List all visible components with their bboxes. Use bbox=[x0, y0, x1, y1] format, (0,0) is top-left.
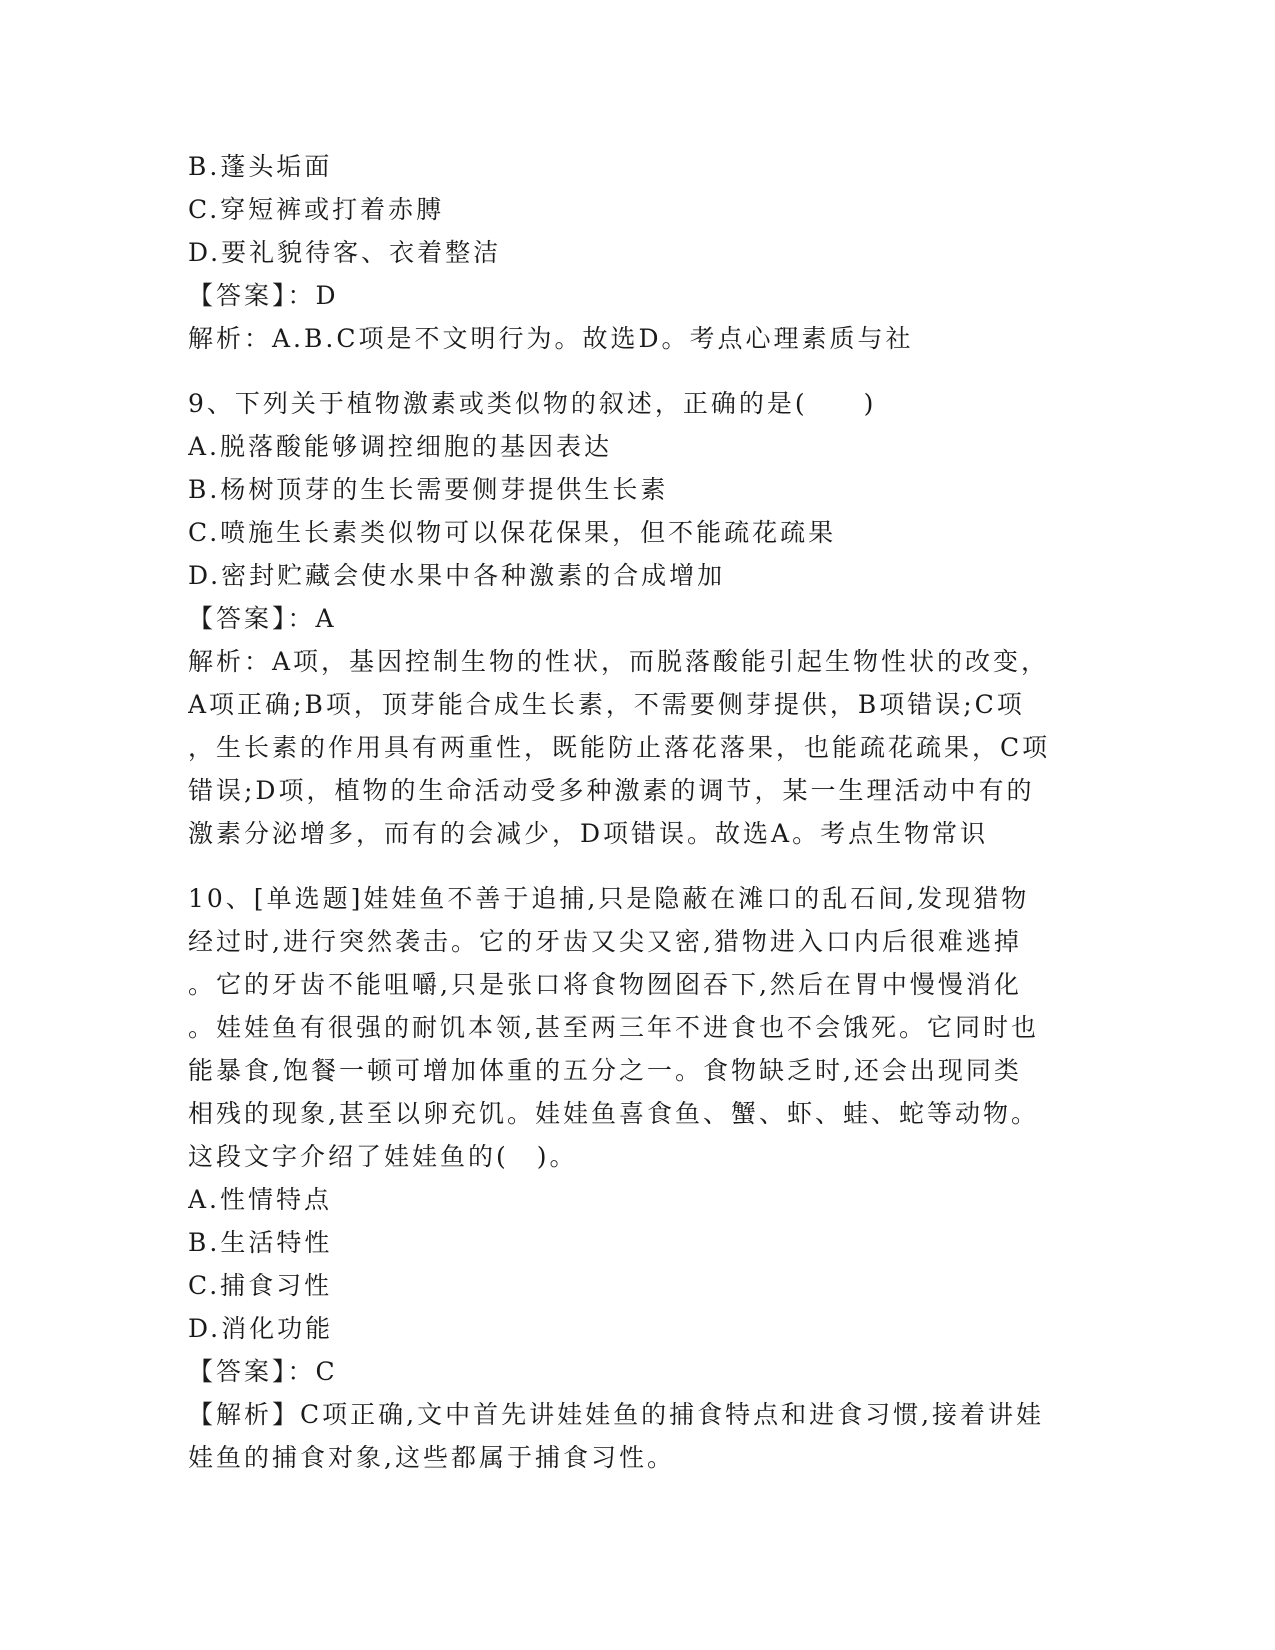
option-b: B.生活特性 bbox=[188, 1228, 333, 1257]
spacer bbox=[188, 855, 1088, 877]
analysis-line: A项正确;B项，顶芽能合成生长素，不需要侧芽提供，B项错误;C项 bbox=[188, 690, 1025, 719]
question-10 bbox=[188, 877, 1088, 1479]
option-c: C.捕食习性 bbox=[188, 1271, 333, 1300]
option-b: B.杨树顶芽的生长需要侧芽提供生长素 bbox=[188, 475, 669, 504]
question-stem: 经过时,进行突然袭击。它的牙齿又尖又密,猎物进入口内后很难逃掉 bbox=[188, 927, 1022, 956]
question-stem: 这段文字介绍了娃娃鱼的( )。 bbox=[188, 1142, 578, 1171]
analysis-line: ，生长素的作用具有两重性，既能防止落花落果，也能疏花疏果，C项 bbox=[188, 733, 1051, 762]
analysis-line: 【解析】C项正确,文中首先讲娃娃鱼的捕食特点和进食习惯,接着讲娃 bbox=[188, 1400, 1045, 1429]
analysis-line: 激素分泌增多，而有的会减少，D项错误。故选A。考点生物常识 bbox=[188, 819, 989, 848]
document-page bbox=[188, 145, 1088, 1479]
question-stem: 。它的牙齿不能咀嚼,只是张口将食物囫囵吞下,然后在胃中慢慢消化 bbox=[188, 970, 1022, 999]
option-d: D.密封贮藏会使水果中各种激素的合成增加 bbox=[188, 561, 726, 590]
analysis-line: 错误;D项，植物的生命活动受多种激素的调节，某一生理活动中有的 bbox=[188, 776, 1035, 805]
question-9 bbox=[188, 382, 1088, 855]
question-stem: 10、[单选题]娃娃鱼不善于追捕,只是隐蔽在滩口的乱石间,发现猎物 bbox=[188, 884, 1030, 913]
question-stem: 相残的现象,甚至以卵充饥。娃娃鱼喜食鱼、蟹、虾、蛙、蛇等动物。 bbox=[188, 1099, 1039, 1128]
analysis-line: 娃鱼的捕食对象,这些都属于捕食习性。 bbox=[188, 1443, 675, 1472]
question-8 bbox=[188, 145, 1088, 360]
option-b: B.蓬头垢面 bbox=[188, 152, 333, 181]
option-d: D.要礼貌待客、衣着整洁 bbox=[188, 238, 502, 267]
answer: 【答案】：C bbox=[188, 1357, 338, 1386]
question-stem: 9、下列关于植物激素或类似物的叙述，正确的是( ) bbox=[188, 389, 877, 418]
option-c: C.喷施生长素类似物可以保花保果，但不能疏花疏果 bbox=[188, 518, 837, 547]
analysis-line: 解析：A.B.C项是不文明行为。故选D。考点心理素质与社 bbox=[188, 324, 914, 353]
question-stem: 能暴食,饱餐一顿可增加体重的五分之一。食物缺乏时,还会出现同类 bbox=[188, 1056, 1022, 1085]
answer: 【答案】：A bbox=[188, 604, 337, 633]
option-c: C.穿短裤或打着赤膊 bbox=[188, 195, 445, 224]
answer: 【答案】：D bbox=[188, 281, 339, 310]
option-d: D.消化功能 bbox=[188, 1314, 334, 1343]
option-a: A.性情特点 bbox=[188, 1185, 333, 1214]
analysis-line: 解析：A项，基因控制生物的性状，而脱落酸能引起生物性状的改变， bbox=[188, 647, 1050, 676]
spacer bbox=[188, 360, 1088, 382]
option-a: A.脱落酸能够调控细胞的基因表达 bbox=[188, 432, 613, 461]
question-stem: 。娃娃鱼有很强的耐饥本领,甚至两三年不进食也不会饿死。它同时也 bbox=[188, 1013, 1039, 1042]
